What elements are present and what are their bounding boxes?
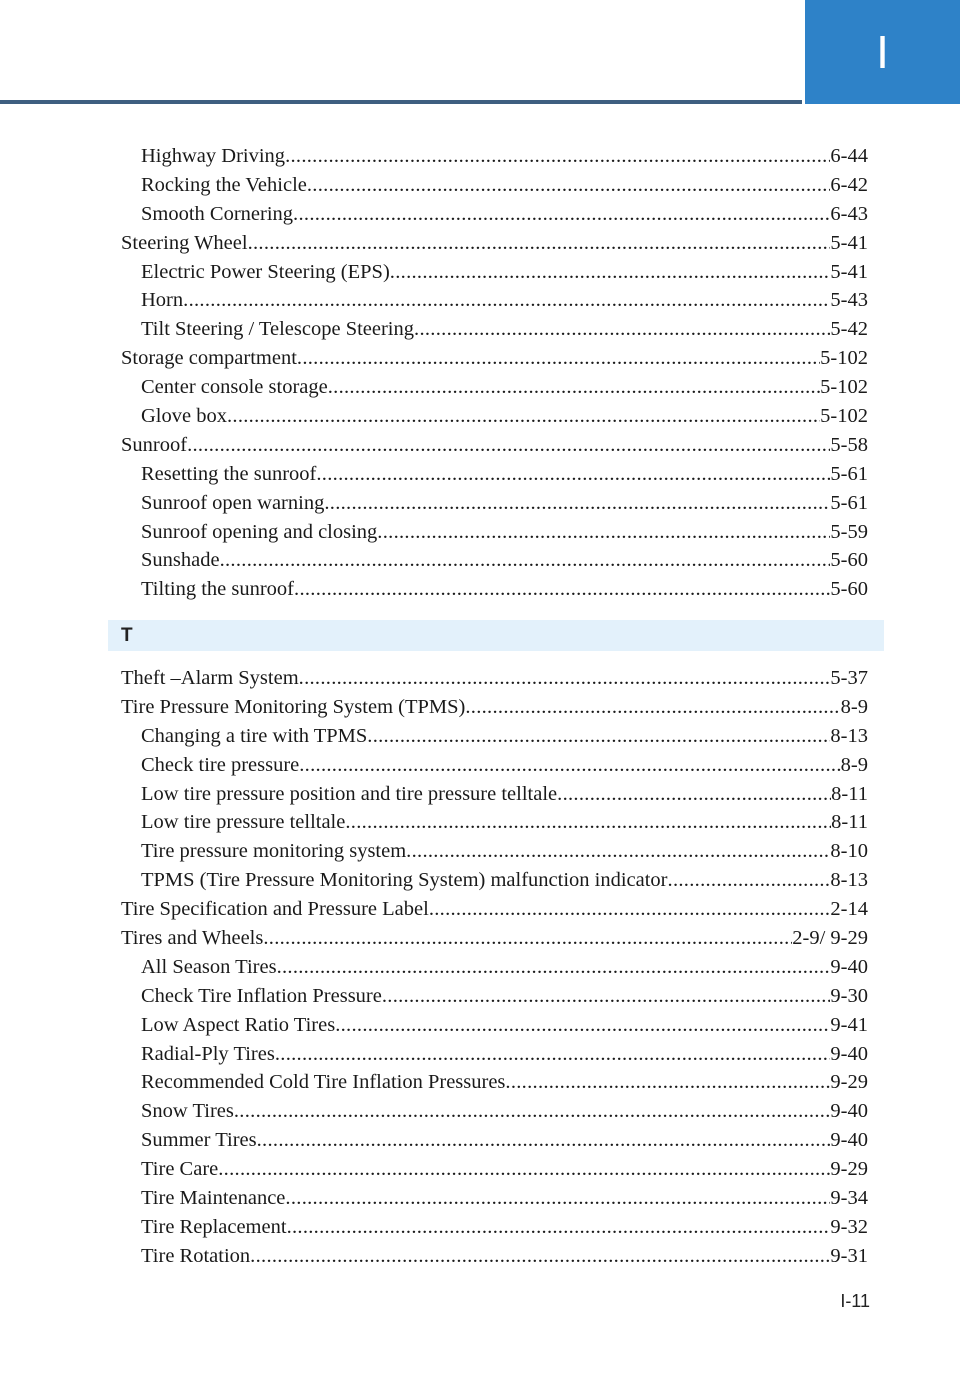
- index-entry: [121, 1126, 868, 1155]
- index-entry-label: Radial-Ply Tires: [141, 1042, 275, 1065]
- dot-leader: [277, 953, 831, 982]
- index-entry: [121, 200, 868, 229]
- section-letter: T: [121, 625, 133, 646]
- index-entry-page: 8-10: [830, 840, 868, 863]
- dot-leader: [187, 431, 830, 460]
- index-entry: [121, 780, 868, 809]
- dot-leader: [390, 258, 831, 287]
- index-entry: [121, 722, 868, 751]
- index-entry-label: Tire Rotation: [141, 1244, 251, 1267]
- index-entry-page: 5-37: [830, 667, 868, 689]
- index-entry-label: Summer Tires: [141, 1129, 257, 1152]
- index-entry-page: 9-29: [830, 1158, 868, 1181]
- dot-leader: [285, 1184, 830, 1213]
- chapter-tab-letter: I: [876, 26, 889, 78]
- dot-leader: [505, 1068, 830, 1097]
- index-entry: [121, 489, 868, 518]
- index-entry-page: 5-102: [820, 347, 868, 370]
- index-entry-label: Low Aspect Ratio Tires: [141, 1013, 336, 1036]
- index-entry-page: 8-9: [840, 753, 868, 776]
- index-entry: [121, 1011, 868, 1040]
- index-entry-label: Low tire pressure position and tire pressure telltale: [141, 782, 558, 805]
- index-list-t-entries: [121, 664, 868, 1271]
- index-entry-label: Horn: [141, 289, 184, 312]
- index-entry-page: 8-11: [831, 782, 868, 805]
- dot-leader: [414, 315, 830, 344]
- index-entry: [121, 1184, 868, 1213]
- dot-leader: [345, 808, 831, 837]
- index-entry-label: Sunshade: [141, 549, 220, 572]
- index-entry-label: Storage compartment: [121, 347, 297, 370]
- index-entry-page: 5-59: [830, 520, 868, 543]
- dot-leader: [218, 1155, 830, 1184]
- dot-leader: [382, 982, 831, 1011]
- index-entry-page: 9-32: [830, 1215, 868, 1238]
- index-entry: [121, 286, 868, 315]
- index-entry-page: 5-61: [830, 491, 868, 514]
- index-entry-page: 8-11: [831, 811, 868, 834]
- dot-leader: [328, 373, 820, 402]
- index-entry-label: Low tire pressure telltale: [141, 811, 346, 834]
- index-entry: [121, 344, 868, 373]
- index-entry: [121, 924, 868, 953]
- dot-leader: [406, 837, 830, 866]
- section-header-bar: [108, 620, 884, 651]
- index-entry: [121, 895, 868, 924]
- dot-leader: [429, 895, 831, 924]
- index-entry-page: 9-31: [830, 1244, 868, 1267]
- index-entry-label: Glove box: [141, 405, 227, 428]
- index-entry-label: Tire Replacement: [141, 1215, 287, 1238]
- index-entry-page: 9-40: [830, 1129, 868, 1152]
- dot-leader: [275, 1040, 831, 1069]
- index-entry-page: 9-40: [830, 1042, 868, 1065]
- index-entry: [121, 866, 868, 895]
- index-entry-page: 9-40: [830, 1100, 868, 1123]
- index-entry: [121, 431, 868, 460]
- index-entry-page: 5-58: [830, 433, 868, 456]
- index-entry: [121, 575, 868, 604]
- index-entry-page: 9-29: [830, 1071, 868, 1094]
- index-entry: [121, 1097, 868, 1126]
- index-entry-label: Tilting the sunroof: [141, 578, 295, 601]
- page-number: I-11: [840, 1291, 870, 1311]
- index-entry: [121, 546, 868, 575]
- index-entry: [121, 1213, 868, 1242]
- index-entry: [121, 953, 868, 982]
- dot-leader: [335, 1011, 830, 1040]
- dot-leader: [257, 1126, 831, 1155]
- index-entry-label: Tire Specification and Pressure Label: [121, 898, 429, 921]
- index-entry-page: 5-61: [830, 462, 868, 485]
- index-entry-label: Center console storage: [141, 376, 328, 399]
- dot-leader: [297, 344, 820, 373]
- index-entry: [121, 837, 868, 866]
- index-entry-page: 5-60: [830, 578, 868, 601]
- index-entry-page: 5-43: [830, 289, 868, 312]
- index-entry-label: Changing a tire with TPMS: [141, 724, 368, 747]
- dot-leader: [285, 142, 830, 171]
- index-entry: [121, 460, 868, 489]
- index-entry: [121, 1040, 868, 1069]
- dot-leader: [316, 460, 830, 489]
- index-entry: [121, 1068, 868, 1097]
- index-entry-label: Tires and Wheels: [121, 927, 264, 950]
- index-entry: [121, 258, 868, 287]
- index-entry-label: Steering Wheel: [121, 231, 248, 254]
- index-entry: [121, 808, 868, 837]
- index-entry-label: TPMS (Tire Pressure Monitoring System) malfunction indicator: [141, 869, 668, 892]
- header-rule: [0, 100, 802, 104]
- index-entry: [121, 664, 868, 693]
- index-entry: [121, 315, 868, 344]
- index-entry: [121, 1242, 868, 1271]
- index-entry-page: 5-102: [820, 405, 868, 428]
- index-entry-label: Highway Driving: [141, 145, 286, 167]
- index-entry-page: 2-9/ 9-29: [792, 927, 868, 950]
- index-entry-label: Tire Maintenance: [141, 1187, 286, 1210]
- index-entry-label: Sunroof open warning: [141, 491, 325, 514]
- index-entry: [121, 142, 868, 171]
- index-entry-label: Resetting the sunroof: [141, 462, 317, 485]
- index-entry-page: 9-40: [830, 955, 868, 978]
- index-entry-label: Sunroof opening and closing: [141, 520, 378, 543]
- dot-leader: [220, 546, 831, 575]
- dot-leader: [248, 229, 831, 258]
- dot-leader: [367, 722, 830, 751]
- index-entry-page: 8-13: [830, 869, 868, 892]
- dot-leader: [377, 518, 830, 547]
- index-entry-page: 8-9: [840, 695, 868, 718]
- index-entry-page: 5-102: [820, 376, 868, 399]
- dot-leader: [250, 1242, 830, 1271]
- index-entry: [121, 171, 868, 200]
- dot-leader: [263, 924, 792, 953]
- index-entry-label: Rocking the Vehicle: [141, 173, 307, 196]
- index-entry-page: 9-34: [830, 1187, 868, 1210]
- dot-leader: [299, 751, 840, 780]
- index-entry-label: Theft –Alarm System: [121, 667, 299, 689]
- chapter-tab: [805, 0, 960, 104]
- dot-leader: [668, 866, 831, 895]
- index-entry: [121, 373, 868, 402]
- index-list-s-entries: [121, 142, 868, 604]
- index-entry-page: 8-13: [830, 724, 868, 747]
- index-entry-page: 5-60: [830, 549, 868, 572]
- index-entry-label: Sunroof: [121, 433, 188, 456]
- index-entry-label: Check tire pressure: [141, 753, 300, 776]
- index-entry-page: 5-42: [830, 318, 868, 341]
- index-entry: [121, 229, 868, 258]
- index-entry-label: Smooth Cornering: [141, 202, 294, 225]
- dot-leader: [557, 780, 831, 809]
- index-entry-page: 6-44: [830, 145, 868, 167]
- index-entry-page: 9-41: [830, 1013, 868, 1036]
- dot-leader: [293, 200, 830, 229]
- index-entry-label: All Season Tires: [141, 955, 277, 978]
- dot-leader: [465, 693, 840, 722]
- index-entry: [121, 982, 868, 1011]
- index-entry-page: 5-41: [830, 231, 868, 254]
- index-entry-label: Tire Pressure Monitoring System (TPMS): [121, 695, 466, 718]
- index-entry-page: 6-43: [830, 202, 868, 225]
- index-entry: [121, 693, 868, 722]
- dot-leader: [307, 171, 831, 200]
- index-entry-label: Recommended Cold Tire Inflation Pressures: [141, 1071, 506, 1094]
- dot-leader: [234, 1097, 831, 1126]
- index-entry-label: Snow Tires: [141, 1100, 234, 1123]
- index-entry: [121, 402, 868, 431]
- index-entry-label: Tire Care: [141, 1158, 219, 1181]
- index-entry-page: 9-30: [830, 984, 868, 1007]
- dot-leader: [324, 489, 830, 518]
- dot-leader: [294, 575, 830, 604]
- dot-leader: [227, 402, 820, 431]
- index-entry: [121, 751, 868, 780]
- dot-leader: [287, 1213, 831, 1242]
- index-entry: [121, 1155, 868, 1184]
- index-entry: [121, 518, 868, 547]
- index-entry-label: Check Tire Inflation Pressure: [141, 984, 382, 1007]
- index-entry-label: Tire pressure monitoring system: [141, 840, 407, 863]
- index-entry-page: 6-42: [830, 173, 868, 196]
- index-entry-page: 2-14: [830, 898, 868, 921]
- dot-leader: [299, 664, 831, 693]
- index-entry-label: Tilt Steering / Telescope Steering: [141, 318, 415, 341]
- dot-leader: [183, 286, 830, 315]
- index-entry-label: Electric Power Steering (EPS): [141, 260, 390, 283]
- index-entry-page: 5-41: [830, 260, 868, 283]
